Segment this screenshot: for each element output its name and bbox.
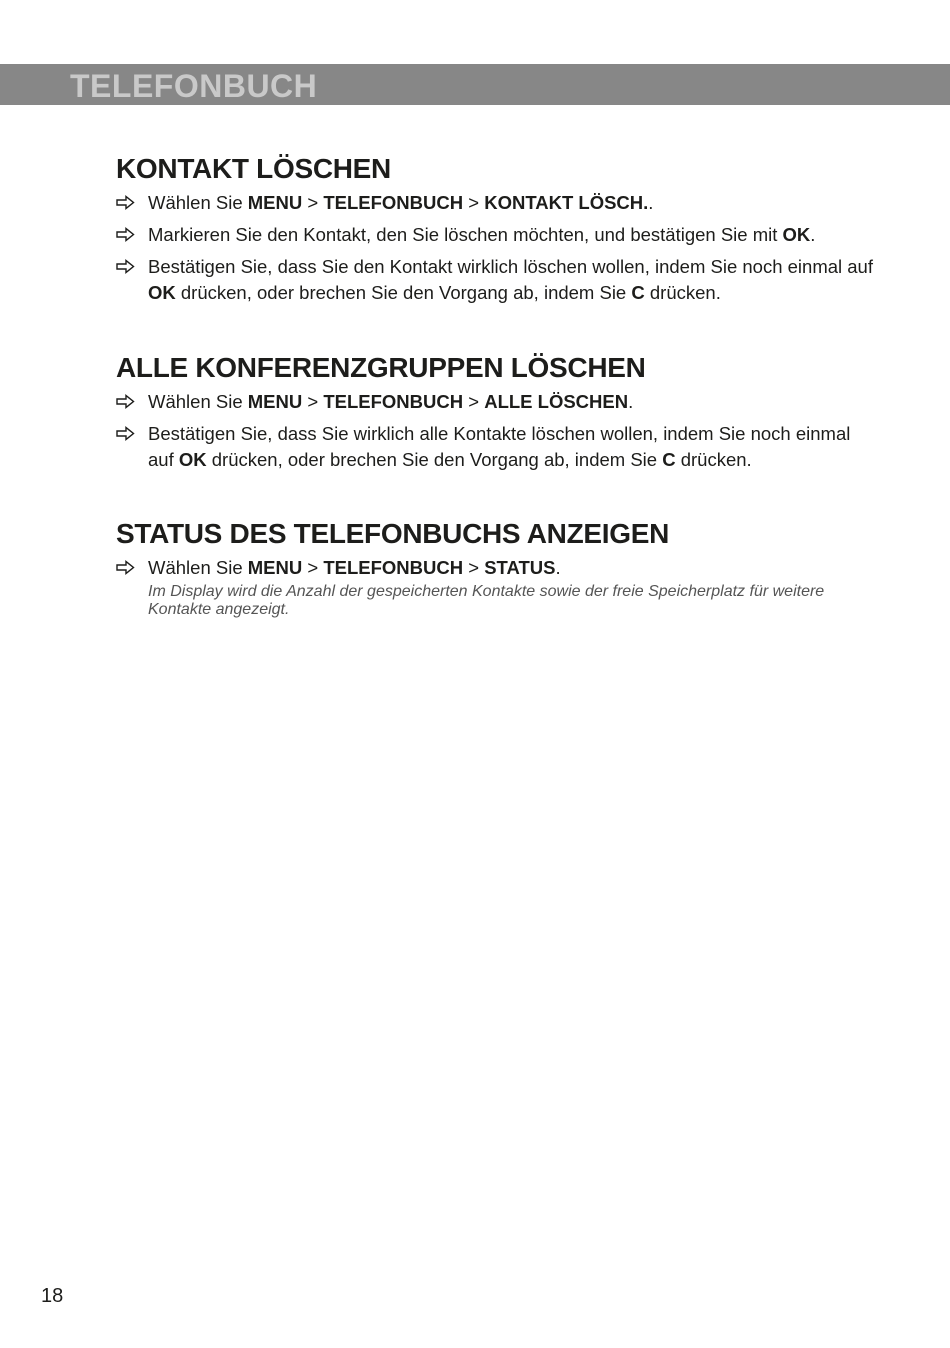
section-heading: ALLE KONFERENZGRUPPEN LÖSCHEN	[116, 352, 646, 383]
arrow-right-icon	[116, 426, 135, 441]
section-status-des-telefonbuchs	[116, 519, 876, 625]
menu-key: KONTAKT LÖSCH.	[484, 192, 649, 213]
step-item: Bestätigen Sie, dass Sie den Kontakt wirklich löschen wollen, indem Sie noch einmal auf OK drücken, oder brechen Sie den Vorgang ab, indem Sie C drücken.	[116, 254, 876, 306]
chapter-title: TELEFONBUCH	[70, 68, 318, 104]
ok-key: OK	[782, 224, 811, 245]
step-note: Im Display wird die Anzahl der gespeicherten Kontakte sowie der freie Speicherplatz für weitere Kontakte angezeigt.	[148, 583, 825, 618]
section-heading: KONTAKT LÖSCHEN	[116, 153, 391, 184]
step-list	[116, 190, 876, 306]
arrow-right-icon	[116, 227, 135, 242]
menu-key: MENU	[247, 391, 303, 412]
ok-key: OK	[178, 449, 207, 470]
menu-key: ALLE LÖSCHEN	[484, 391, 629, 412]
step-item: Wählen Sie MENU > TELEFONBUCH > KONTAKT LÖSCH..	[116, 190, 876, 216]
step-item: Wählen Sie MENU > TELEFONBUCH > STATUS. Im Display wird die Anzahl der gespeicherten Kontakte sowie der freie Speicherplatz für weitere Kontakte angezeigt.	[116, 555, 876, 619]
arrow-right-icon	[116, 394, 135, 409]
step-item: Bestätigen Sie, dass Sie wirklich alle Kontakte löschen wollen, indem Sie noch einmal auf OK drücken, oder brechen Sie den Vorgang ab, indem Sie C drücken.	[116, 421, 876, 473]
menu-key: TELEFONBUCH	[323, 391, 464, 412]
menu-key: MENU	[247, 192, 303, 213]
step-list	[116, 389, 876, 473]
page-number: 18	[41, 1285, 64, 1307]
section-kontakt-loeschen	[116, 154, 876, 312]
arrow-right-icon	[116, 259, 135, 274]
step-list	[116, 555, 876, 619]
section-heading: STATUS DES TELEFONBUCHS ANZEIGEN	[116, 518, 670, 549]
chapter-header-band	[0, 64, 950, 105]
step-item: Wählen Sie MENU > TELEFONBUCH > ALLE LÖSCHEN.	[116, 389, 876, 415]
menu-key: TELEFONBUCH	[323, 557, 464, 578]
arrow-right-icon	[116, 560, 135, 575]
menu-key: MENU	[247, 557, 303, 578]
c-key: C	[662, 449, 676, 470]
ok-key: OK	[148, 282, 176, 303]
menu-key: STATUS	[484, 557, 556, 578]
section-alle-konferenzgruppen-loeschen	[116, 353, 876, 479]
c-key: C	[631, 282, 645, 303]
menu-key: TELEFONBUCH	[323, 192, 464, 213]
step-item: Markieren Sie den Kontakt, den Sie löschen möchten, und bestätigen Sie mit OK.	[116, 222, 876, 248]
arrow-right-icon	[116, 195, 135, 210]
